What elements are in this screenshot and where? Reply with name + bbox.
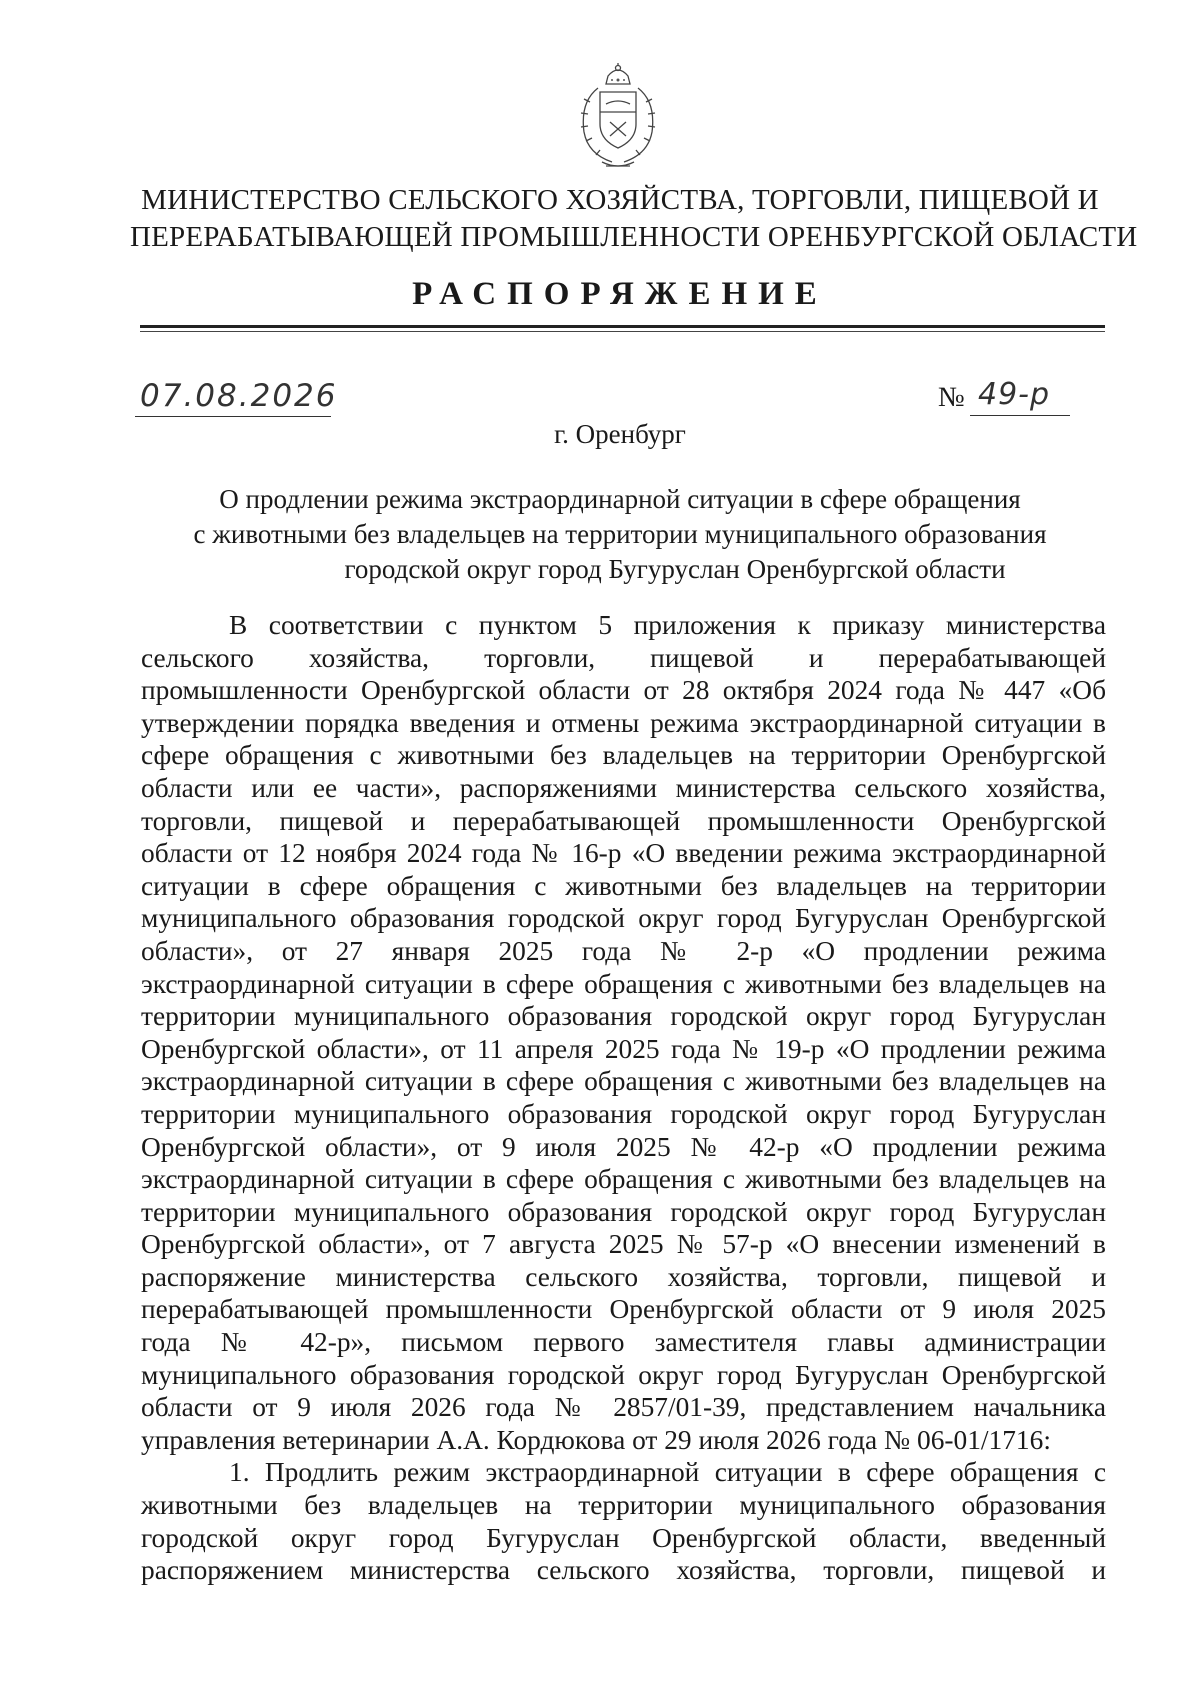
body-line: распоряжение министерства сельского хозяйства, торговли, пищевой и bbox=[141, 1261, 1106, 1292]
subject-line: О продлении режима экстраординарной ситуации в сфере обращения bbox=[219, 484, 1021, 514]
body-line: года № 42-р», письмом первого заместителя главы администрации bbox=[141, 1327, 1106, 1358]
document-type-heading: РАСПОРЯЖЕНИЕ bbox=[412, 276, 828, 312]
subject-line: городской округ город Бугуруслан Оренбургской области bbox=[344, 554, 1006, 584]
subject-line: с животными без владельцев на территории муниципального образования bbox=[193, 519, 1047, 549]
document-body bbox=[141, 609, 1106, 1587]
body-line: экстраординарной ситуации в сфере обращения с животными без владельцев на bbox=[141, 968, 1106, 999]
document-number: 49-р bbox=[978, 377, 1051, 412]
body-line: территории муниципального образования городской округ город Бугуруслан bbox=[141, 1196, 1106, 1227]
coat-of-arms-icon bbox=[572, 62, 664, 174]
body-line: области или ее части», распоряжениями министерства сельского хозяйства, bbox=[141, 772, 1106, 803]
body-line: распоряжением министерства сельского хозяйства, торговли, пищевой и bbox=[141, 1555, 1106, 1586]
date-underline bbox=[135, 416, 331, 417]
body-line: муниципального образования городской округ город Бугуруслан Оренбургской bbox=[141, 903, 1106, 934]
body-line: перерабатывающей промышленности Оренбургской области от 9 июля 2025 bbox=[141, 1294, 1106, 1325]
body-line: В соответствии с пунктом 5 приложения к приказу министерства bbox=[229, 610, 1106, 640]
body-line: области», от 27 января 2025 года № 2-р «О продлении режима bbox=[141, 935, 1106, 966]
body-line: Оренбургской области», от 9 июля 2025 № 42-р «О продлении режима bbox=[141, 1131, 1106, 1162]
body-line: промышленности Оренбургской области от 28 октября 2024 года № 447 «Об bbox=[141, 675, 1106, 706]
body-line: Оренбургской области», от 11 апреля 2025 года № 19-р «О продлении режима bbox=[141, 1033, 1106, 1064]
paragraph-item-1 bbox=[141, 1456, 1106, 1586]
ministry-name-line: МИНИСТЕРСТВО СЕЛЬСКОГО ХОЗЯЙСТВА, ТОРГОВЛИ, ПИЩЕВОЙ И bbox=[141, 184, 1099, 216]
body-line: 1. Продлить режим экстраординарной ситуации в сфере обращения с bbox=[229, 1457, 1106, 1488]
body-line: области от 9 июля 2026 года № 2857/01-39, представлением начальника bbox=[141, 1392, 1106, 1423]
body-line: территории муниципального образования городской округ город Бугуруслан bbox=[141, 1001, 1106, 1032]
body-line: городской округ город Бугуруслан Оренбургской области, введенный bbox=[141, 1522, 1106, 1553]
ministry-name-line: ПЕРЕРАБАТЫВАЮЩЕЙ ПРОМЫШЛЕННОСТИ ОРЕНБУРГСКОЙ ОБЛАСТИ bbox=[130, 221, 1138, 253]
body-line: утверждении порядка введения и отмены режима экстраординарной ситуации в bbox=[141, 707, 1106, 738]
body-line: Оренбургской области», от 7 августа 2025 № 57-р «О внесении изменений в bbox=[141, 1229, 1106, 1260]
header-divider bbox=[140, 325, 1105, 328]
body-line: ситуации в сфере обращения с животными без владельцев на территории bbox=[141, 870, 1106, 901]
body-line: экстраординарной ситуации в сфере обращения с животными без владельцев на bbox=[141, 1164, 1106, 1195]
document-city: г. Оренбург bbox=[554, 419, 686, 449]
body-line: территории муниципального образования городской округ город Бугуруслан bbox=[141, 1098, 1106, 1129]
body-line: управления ветеринарии А.А. Кордюкова от 29 июля 2026 года № 06-01/1716: bbox=[141, 1424, 1051, 1455]
header-divider-thin bbox=[140, 331, 1105, 332]
number-underline bbox=[970, 415, 1070, 416]
body-line: сфере обращения с животными без владельцев на территории Оренбургской bbox=[141, 740, 1106, 771]
body-line: области от 12 ноября 2024 года № 16-р «О введении режима экстраординарной bbox=[141, 838, 1106, 869]
body-line: экстраординарной ситуации в сфере обращения с животными без владельцев на bbox=[141, 1066, 1106, 1097]
body-line: муниципального образования городской округ город Бугуруслан Оренбургской bbox=[141, 1359, 1106, 1390]
ministry-name bbox=[130, 182, 1138, 256]
body-line: торговли, пищевой и перерабатывающей промышленности Оренбургской bbox=[141, 805, 1106, 836]
number-label: № bbox=[938, 382, 965, 413]
body-line: сельского хозяйства, торговли, пищевой и перерабатывающей bbox=[141, 642, 1106, 673]
document-date: 07.08.2026 bbox=[140, 378, 338, 414]
document-subject bbox=[130, 482, 1110, 587]
body-line: животными без владельцев на территории муниципального образования bbox=[141, 1490, 1106, 1521]
paragraph-preamble bbox=[141, 609, 1106, 1456]
